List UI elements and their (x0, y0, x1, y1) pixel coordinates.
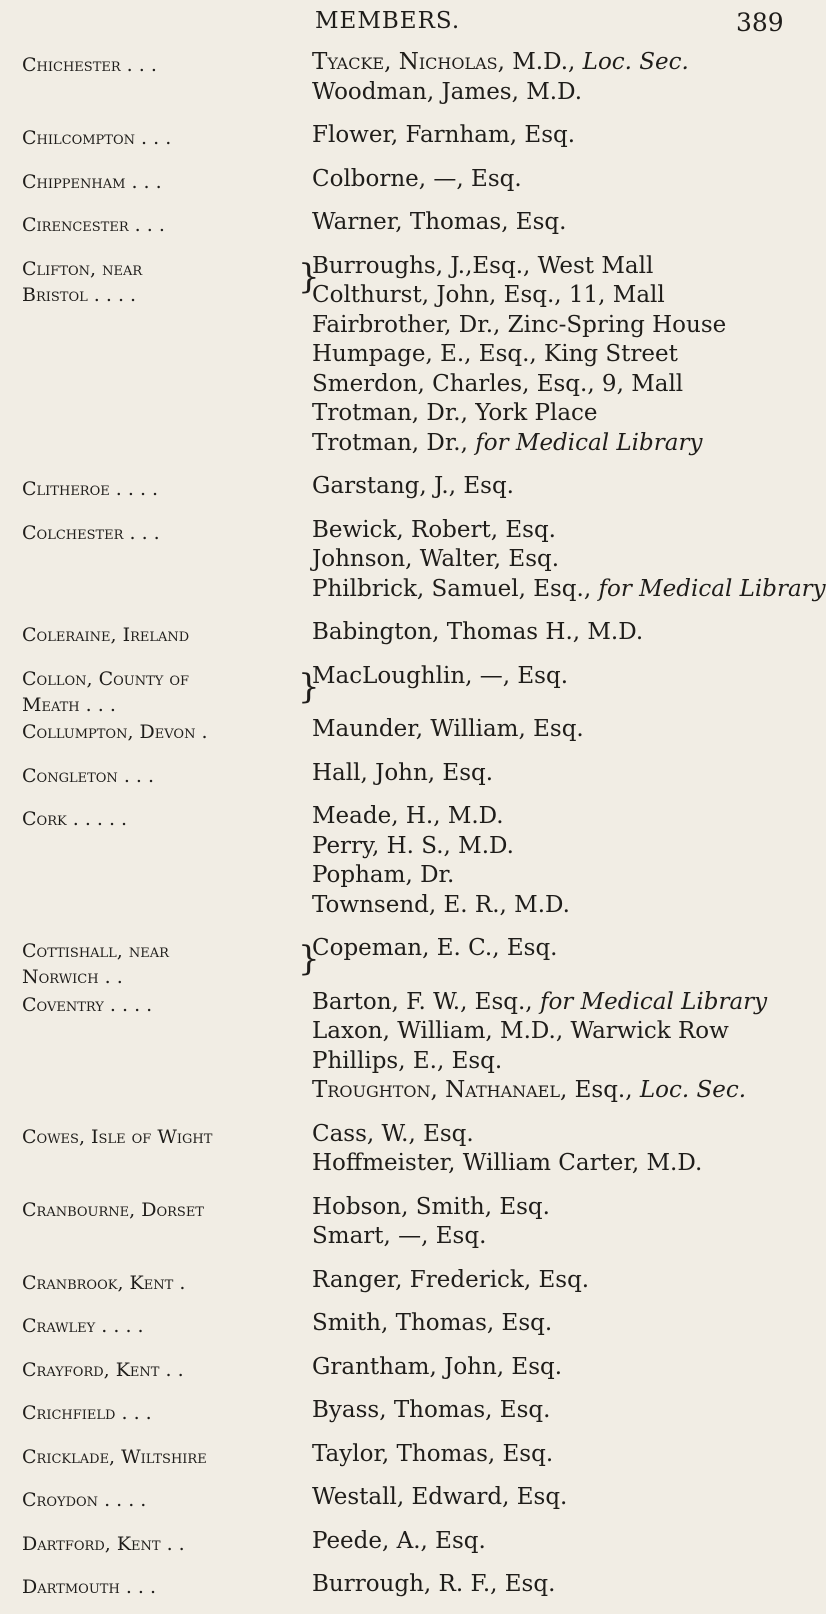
place-line: Collumpton, Devon (22, 721, 196, 743)
member-text: Phillips, E., Esq. (312, 1047, 503, 1074)
member-role: Loc. Sec. (639, 1077, 747, 1103)
place-line-continued: Norwich (22, 966, 99, 988)
member-name (312, 472, 800, 502)
member-name (312, 1193, 800, 1223)
member-name (312, 252, 800, 282)
member-name (312, 802, 800, 832)
member-names (312, 1266, 800, 1296)
member-name (312, 575, 826, 605)
member-names (312, 165, 800, 195)
directory-entry (0, 988, 800, 1106)
member-names (312, 1440, 800, 1470)
leader-dots: . . . (135, 127, 172, 149)
leader-dots: . . . . . (66, 808, 128, 830)
member-names (312, 1527, 800, 1557)
member-name (312, 1353, 800, 1383)
directory-entry (0, 252, 800, 459)
leader-dots: . . . (119, 1576, 157, 1598)
member-role: Loc. Sec. (582, 49, 689, 75)
place-line: Collon, County of (22, 667, 190, 690)
place-name (22, 763, 322, 789)
member-name (312, 1309, 800, 1339)
member-surname-smallcaps: Troughton, Nathanael, (312, 1077, 568, 1103)
directory-entry (0, 48, 800, 107)
member-names (312, 208, 800, 238)
leader-dots: . (173, 1271, 186, 1294)
place-name (22, 719, 322, 745)
leader-dots: . . (98, 966, 123, 988)
brace-mark: } (298, 939, 320, 979)
leader-dots: . . . (117, 764, 155, 787)
place-name (22, 52, 322, 78)
member-list (0, 48, 826, 1614)
member-name (312, 1149, 800, 1179)
place-line: Cranbourne, Dorset (22, 1198, 204, 1221)
member-text: Humpage, E., Esq., King Street (312, 341, 678, 367)
member-text: Woodman, James, M.D. (312, 78, 583, 105)
member-names (312, 618, 800, 648)
directory-entry (0, 121, 800, 151)
member-names (312, 121, 800, 151)
leader-dots: . . (159, 1358, 184, 1381)
member-text: Westall, Edward, Esq. (312, 1484, 568, 1510)
member-name (312, 1120, 800, 1150)
place-name (22, 256, 322, 308)
member-names (312, 1193, 800, 1252)
member-text: Barton, F. W., Esq., (312, 988, 540, 1015)
member-text: Grantham, John, Esq. (312, 1353, 563, 1380)
directory-entry (0, 1527, 800, 1557)
place-name (22, 520, 322, 546)
member-name (312, 662, 800, 692)
place-name (22, 1574, 322, 1600)
member-names (312, 934, 800, 964)
member-text: Warner, Thomas, Esq. (312, 209, 567, 235)
directory-entry (0, 1353, 800, 1383)
member-text: Garstang, J., Esq. (312, 473, 514, 499)
place-line: Colchester (22, 521, 124, 544)
member-names (312, 1120, 800, 1179)
member-role: for Medical Library (475, 429, 703, 456)
member-text: Flower, Farnham, Esq. (312, 122, 576, 148)
page-title: MEMBERS. (315, 8, 461, 34)
leader-dots: . (195, 721, 208, 743)
place-line: Dartmouth (22, 1576, 120, 1598)
member-text: Johnson, Walter, Esq. (312, 546, 560, 572)
leader-dots: . . . . (109, 478, 159, 500)
leader-dots: . . . (125, 170, 162, 193)
place-name (22, 806, 322, 832)
member-text: Byass, Thomas, Esq. (312, 1397, 551, 1423)
place-line-continued: Bristol (22, 283, 88, 306)
member-names (312, 988, 800, 1106)
directory-entry (0, 934, 800, 988)
place-name (22, 212, 322, 238)
leader-dots: . . . (123, 521, 160, 544)
member-surname-smallcaps: Tyacke, Nicholas, (312, 49, 505, 75)
place-line: Crickladе, Wiltshire (22, 1445, 207, 1468)
directory-entry (0, 715, 800, 745)
place-line: Crayford, Kent (22, 1358, 160, 1381)
member-names (312, 662, 800, 692)
member-name (312, 1076, 800, 1106)
leader-dots: . . . . (103, 993, 153, 1016)
member-name (312, 891, 800, 921)
place-name (22, 169, 322, 195)
member-text: Cass, W., Esq. (312, 1120, 474, 1147)
member-name (312, 545, 800, 575)
member-text: Trotman, Dr., (312, 429, 476, 456)
brace-mark: } (298, 256, 320, 297)
member-text: Ranger, Frederick, Esq. (312, 1266, 590, 1293)
member-text: Peede, A., Esq. (312, 1527, 486, 1554)
member-names (312, 1483, 800, 1513)
member-text: Hall, John, Esq. (312, 759, 494, 786)
member-names (312, 252, 800, 459)
place-line: Cranbrook, Kent (22, 1271, 174, 1294)
member-name (312, 1017, 800, 1047)
member-text: Popham, Dr. (312, 862, 455, 888)
member-name (312, 1440, 800, 1470)
member-names (312, 802, 800, 920)
place-name (22, 1357, 322, 1383)
place-name (22, 1487, 322, 1513)
member-text: Hoffmeister, William Carter, M.D. (312, 1150, 703, 1176)
member-text: Colthurst, John, Esq., 11, Mall (312, 282, 665, 308)
place-line: Cowes, Isle of Wight (22, 1125, 213, 1148)
directory-entry (0, 208, 800, 238)
member-text: Townsend, E. R., M.D. (312, 891, 570, 918)
leader-dots: . . . (128, 214, 165, 236)
member-text: Babington, Thomas H., M.D. (312, 619, 644, 645)
brace-mark: } (298, 666, 320, 707)
member-name (312, 759, 800, 789)
directory-entry (0, 1120, 800, 1179)
member-text: Smart, —, Esq. (312, 1223, 487, 1249)
leader-dots: . . (160, 1532, 185, 1555)
member-name (312, 1266, 800, 1296)
directory-entry (0, 165, 800, 195)
member-name (312, 281, 800, 311)
directory-entry (0, 662, 800, 716)
place-line: Chippenham (22, 170, 126, 193)
member-text: Esq., (567, 1077, 640, 1103)
place-line: Clifton, near (22, 257, 143, 280)
member-text: Perry, H. S., M.D. (312, 832, 514, 859)
member-text: Burroughs, J.,Esq., West Mall (312, 252, 654, 279)
member-name (312, 370, 800, 400)
member-text: Laxon, William, M.D., Warwick Row (312, 1018, 729, 1044)
directory-entry (0, 1193, 800, 1252)
member-text: Smerdon, Charles, Esq., 9, Mall (312, 370, 684, 397)
place-line: Cork (22, 808, 67, 830)
member-text: Philbrick, Samuel, Esq., (312, 575, 599, 602)
leader-dots: . . . . (98, 1489, 147, 1511)
member-names (312, 472, 800, 502)
member-text: Colborne, —, Esq. (312, 165, 522, 192)
place-name (22, 1313, 322, 1339)
member-name (312, 618, 800, 648)
member-name (312, 1570, 800, 1600)
directory-entry (0, 802, 800, 920)
member-names (312, 1309, 800, 1339)
member-text: Hobson, Smith, Esq. (312, 1193, 550, 1220)
directory-entry (0, 759, 800, 789)
place-line: Croydon (22, 1489, 99, 1511)
directory-entry (0, 1396, 800, 1426)
member-text: Fairbrother, Dr., Zinc-Spring House (312, 311, 727, 338)
place-name (22, 1197, 322, 1223)
leader-dots: . . . (115, 1402, 152, 1424)
member-names (312, 759, 800, 789)
place-line: Coleraine, Ireland (22, 624, 190, 646)
member-text: M.D., (504, 49, 583, 75)
place-line: Chichester (22, 54, 121, 76)
member-name (312, 1527, 800, 1557)
member-names (312, 516, 826, 605)
member-names (312, 1396, 800, 1426)
leader-dots: . . . . (95, 1315, 144, 1337)
place-line: Chilcompton (22, 127, 136, 149)
leader-dots: . . . (79, 693, 116, 716)
member-names (312, 48, 800, 107)
member-name (312, 934, 800, 964)
directory-entry (0, 1570, 800, 1600)
member-name (312, 399, 800, 429)
place-name (22, 622, 322, 648)
place-line: Coventry (22, 993, 104, 1016)
member-name (312, 208, 800, 238)
directory-entry (0, 1266, 800, 1296)
directory-entry (0, 1309, 800, 1339)
member-names (312, 715, 800, 745)
place-name (22, 666, 322, 718)
place-line-continued: Meath (22, 693, 80, 716)
place-name (22, 992, 322, 1018)
member-name (312, 1483, 800, 1513)
member-name (312, 832, 800, 862)
page-number: 389 (736, 8, 784, 37)
place-line: Clitheroe (22, 478, 110, 500)
member-name (312, 516, 800, 546)
member-role: for Medical Library (539, 988, 768, 1015)
member-text: MacLoughlin, —, Esq. (312, 662, 569, 689)
directory-entry (0, 516, 826, 605)
page-header (0, 8, 800, 48)
place-line: Cirencester (22, 214, 129, 236)
member-name (312, 715, 800, 745)
place-name (22, 1531, 322, 1557)
directory-entry (0, 472, 800, 502)
member-text: Trotman, Dr., York Place (312, 400, 598, 426)
place-name (22, 476, 322, 502)
place-line: Crawley (22, 1315, 96, 1337)
place-line: Cottishall, near (22, 940, 169, 962)
member-name (312, 121, 800, 151)
member-text: Taylor, Thomas, Esq. (312, 1440, 554, 1467)
place-name (22, 125, 322, 151)
place-name (22, 1124, 322, 1150)
member-name (312, 1047, 800, 1077)
place-name (22, 1444, 322, 1470)
member-names (312, 1353, 800, 1383)
member-name (312, 1396, 800, 1426)
member-text: Burrough, R. F., Esq. (312, 1571, 556, 1597)
member-text: Meade, H., M.D. (312, 803, 504, 829)
leader-dots: . . . (120, 54, 157, 76)
member-role: for Medical Library (598, 575, 826, 602)
member-text: Copeman, E. C., Esq. (312, 935, 558, 961)
member-name (312, 988, 800, 1018)
member-name (312, 311, 800, 341)
place-name (22, 938, 322, 990)
member-name (312, 340, 800, 370)
member-name (312, 48, 800, 78)
member-name (312, 861, 800, 891)
place-line: Dartford, Kent (22, 1532, 161, 1555)
leader-dots: . . . . (87, 283, 137, 306)
member-name (312, 78, 800, 108)
member-text: Maunder, William, Esq. (312, 716, 584, 742)
place-name (22, 1270, 322, 1296)
place-line: Crichfield (22, 1402, 116, 1424)
member-text: Smith, Thomas, Esq. (312, 1310, 553, 1336)
directory-entry (0, 618, 800, 648)
member-name (312, 429, 800, 459)
place-line: Congleton (22, 764, 118, 787)
directory-entry (0, 1440, 800, 1470)
member-name (312, 165, 800, 195)
member-names (312, 1570, 800, 1600)
directory-entry (0, 1483, 800, 1513)
place-name (22, 1400, 322, 1426)
member-name (312, 1222, 800, 1252)
member-text: Bewick, Robert, Esq. (312, 516, 556, 543)
